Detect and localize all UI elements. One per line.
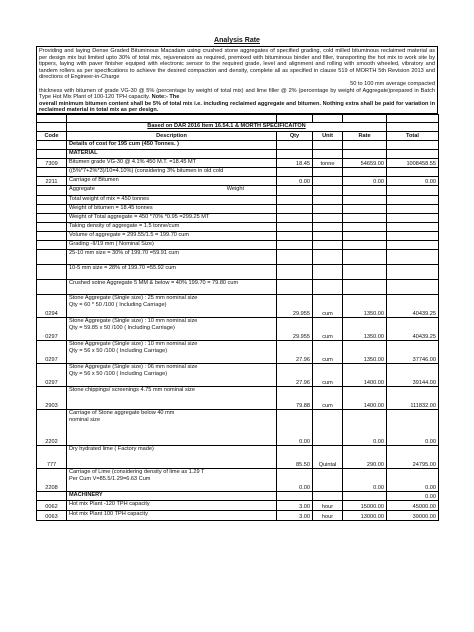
row-description: Crushed sotne Aggregate 5 MM & below = 40% 199.70 = 79.80 cum <box>67 280 277 295</box>
row-description: Stone Aggregate (Single size) : 25 mm nominal size Qty = 60 * 50 /100 ( Including Carriage) <box>67 295 277 318</box>
row-qty: 29.955 <box>277 295 313 318</box>
based-on-row <box>37 123 439 132</box>
row-qty: 3.00 <box>277 511 313 521</box>
row-rate: 1350.00 <box>343 341 387 364</box>
row-code: 0297 <box>37 364 67 387</box>
header-rate: Rate <box>343 132 387 141</box>
row-qty <box>277 168 313 177</box>
row-code: 2211 <box>37 177 67 186</box>
row-total <box>387 150 439 159</box>
row-qty <box>277 223 313 232</box>
table-row <box>37 168 439 177</box>
row-description: Stone chippings/ screenings 4.75 mm nominal size <box>67 387 277 410</box>
row-qty <box>277 492 313 501</box>
row-total: 40439.25 <box>387 295 439 318</box>
row-total <box>387 250 439 265</box>
row-rate <box>343 141 387 150</box>
table-row <box>37 205 439 214</box>
row-total <box>387 232 439 241</box>
row-description: Grading -II/19 mm ( Nominal Size) <box>67 241 277 250</box>
row-qty <box>277 241 313 250</box>
row-code <box>37 205 67 214</box>
row-code <box>37 150 67 159</box>
row-code <box>37 214 67 223</box>
table-row <box>37 511 439 521</box>
row-description: Total weight of mix = 450 tonnes <box>67 196 277 205</box>
row-unit <box>313 232 343 241</box>
row-unit: Quintal <box>313 446 343 469</box>
row-rate: 0.00 <box>343 469 387 492</box>
row-total: 24795.00 <box>387 446 439 469</box>
header-unit: Unit <box>313 132 343 141</box>
row-total <box>387 280 439 295</box>
row-description: Weight of bitumen = 18.45 tonnes <box>67 205 277 214</box>
row-rate <box>343 150 387 159</box>
row-description: MATERIAL <box>67 150 277 159</box>
row-unit: cum <box>313 387 343 410</box>
table-row <box>37 141 439 150</box>
row-total <box>387 141 439 150</box>
row-unit <box>313 492 343 501</box>
intro-text-2: thickness with bitumen of grade VG-30 @ 5% (percentage by weight of total mix) and lime filler @ 2% (percentage by weight of Aggregate)prepared in Batch Type Hot Mix Plant of 100-120 TPH capacity. <box>39 87 435 101</box>
row-rate: 1350.00 <box>343 295 387 318</box>
row-description: Details of cost for 195 cum (450 Tonnes. ) <box>67 141 277 150</box>
row-rate <box>343 214 387 223</box>
table-row <box>37 410 439 446</box>
row-code: 0062 <box>37 501 67 511</box>
row-description: Bitumen grade VG-30 @ 4.1% 450 M.T. =18.45 MT <box>67 159 277 168</box>
row-unit: cum <box>313 318 343 341</box>
table-row <box>37 196 439 205</box>
row-rate <box>343 196 387 205</box>
row-code <box>37 280 67 295</box>
row-rate <box>343 232 387 241</box>
table-row <box>37 469 439 492</box>
row-description: Carriage of Lime (considering density of lime as 1.29 T Per Cum V=85.5/1.29=6.63 Cum <box>67 469 277 492</box>
table-row <box>37 446 439 469</box>
table-row <box>37 280 439 295</box>
header-total: Total <box>387 132 439 141</box>
row-code <box>37 492 67 501</box>
row-rate <box>343 492 387 501</box>
row-code: 2903 <box>37 387 67 410</box>
row-description: Weight of Total aggregate = 450 *70% *0.95 =299.25 MT <box>67 214 277 223</box>
row-code: 0297 <box>37 318 67 341</box>
row-code: 2208 <box>37 469 67 492</box>
table-row <box>37 159 439 168</box>
table-row <box>37 341 439 364</box>
row-unit <box>313 205 343 214</box>
based-on-label: Based on DAR 2016 Item 16.54.1 & MORTH SPECIFICAITON <box>67 123 387 132</box>
row-description: Dry hydrated lime ( Factory made) <box>67 446 277 469</box>
row-code <box>37 168 67 177</box>
row-qty <box>277 250 313 265</box>
row-rate <box>343 250 387 265</box>
row-rate <box>343 168 387 177</box>
row-rate: 15000.00 <box>343 501 387 511</box>
row-total <box>387 241 439 250</box>
spacer-row <box>37 115 439 123</box>
row-rate: 1400.00 <box>343 387 387 410</box>
row-total <box>387 214 439 223</box>
row-description: 25-10 mm size = 30% of 199.70 =59.91 cum <box>67 250 277 265</box>
row-unit: hour <box>313 501 343 511</box>
row-qty: 27.96 <box>277 341 313 364</box>
row-rate <box>343 186 387 196</box>
table-row <box>37 223 439 232</box>
item-description <box>36 46 438 114</box>
row-unit: cum <box>313 341 343 364</box>
table-row <box>37 214 439 223</box>
row-qty: 85.50 <box>277 446 313 469</box>
row-description: Hot mix Plant 100 TPH capacity <box>67 511 277 521</box>
row-rate <box>343 280 387 295</box>
table-row <box>37 241 439 250</box>
row-total: 39000.00 <box>387 511 439 521</box>
table-row <box>37 364 439 387</box>
row-code <box>37 241 67 250</box>
row-unit <box>313 241 343 250</box>
row-rate: 1350.00 <box>343 318 387 341</box>
row-description: MACHINERY <box>67 492 277 501</box>
row-unit <box>313 168 343 177</box>
row-total: 0.00 <box>387 492 439 501</box>
row-unit <box>313 469 343 492</box>
row-code <box>37 186 67 196</box>
row-total: 37746.00 <box>387 341 439 364</box>
row-code: 0297 <box>37 341 67 364</box>
row-code: 7309 <box>37 159 67 168</box>
row-unit: cum <box>313 364 343 387</box>
intro-text: Providing and laying Dense Graded Bituminous Macadam using crushed stone aggregates of specified grading, cold milled bituminous reclaimed material as per design mix but limited upto 30% of total mix, rejuvenators as required, premixed with bituminous binder and filler, transporting the hot mix to work site by tippers, laying with paver finisher equiped with electronic sensor to the required grade, level and alignment and rolling with smooth wheeled, vibratory and tandem rollers as per specifications to achieve the desired compaction and density, complete all as specified in clause 519 of MORTH 5th Revision 2013 and directions of Engineer-in-Charge <box>39 48 435 81</box>
row-qty <box>277 280 313 295</box>
row-description: Carriage of Stone aggregate below 40 mm nominal size <box>67 410 277 446</box>
row-code <box>37 250 67 265</box>
row-total <box>387 205 439 214</box>
row-description: Carriage of Bitumen <box>67 177 277 186</box>
table-row <box>37 492 439 501</box>
table-row <box>37 150 439 159</box>
row-qty: 0.00 <box>277 469 313 492</box>
header-description: Description <box>67 132 277 141</box>
row-description: Taking density of aggregate = 1.5 tonne/cum <box>67 223 277 232</box>
table-row <box>37 387 439 410</box>
row-rate: 0.00 <box>343 177 387 186</box>
row-description: Hot mix Plant -120 TPH capacity <box>67 501 277 511</box>
row-qty <box>277 214 313 223</box>
row-code <box>37 232 67 241</box>
row-total: 1008458.55 <box>387 159 439 168</box>
row-qty <box>277 205 313 214</box>
row-unit <box>313 186 343 196</box>
row-total: 0.00 <box>387 410 439 446</box>
row-qty <box>277 150 313 159</box>
header-code: Code <box>37 132 67 141</box>
row-rate: 0.00 <box>343 410 387 446</box>
row-code: 0294 <box>37 295 67 318</box>
row-code: 0063 <box>37 511 67 521</box>
row-description: Volume of aggregate = 299.55/1.5 = 199.70 cum <box>67 232 277 241</box>
row-description-left: Aggregate <box>69 186 95 192</box>
row-total <box>387 186 439 196</box>
row-unit <box>313 196 343 205</box>
row-unit <box>313 410 343 446</box>
row-total: 40439.25 <box>387 318 439 341</box>
row-qty <box>277 196 313 205</box>
table-row <box>37 265 439 280</box>
row-unit <box>313 150 343 159</box>
row-code <box>37 265 67 280</box>
row-qty: 79.88 <box>277 387 313 410</box>
row-unit <box>313 280 343 295</box>
intro-note: Note:- The <box>151 94 180 101</box>
row-description: Stone Aggregate (Single size) : 06 mm nominal size Qty = 56 x 50 /100 ( Including Carriage) <box>67 364 277 387</box>
row-description: ((5%*7+2%*3)/10=4.10%) (considering 3% bitumen in old cold <box>67 168 277 177</box>
row-code <box>37 196 67 205</box>
row-description: Stone Aggregate (Single size) : 10 mm nominal size Qty = 56 x 50 /100 ( Including Carriage) <box>67 341 277 364</box>
row-total <box>387 196 439 205</box>
row-unit <box>313 265 343 280</box>
row-qty: 27.96 <box>277 364 313 387</box>
row-qty <box>277 186 313 196</box>
row-unit <box>313 250 343 265</box>
row-rate: 1400.00 <box>343 364 387 387</box>
row-unit: hour <box>313 511 343 521</box>
table-row <box>37 186 439 196</box>
row-rate: 13000.00 <box>343 511 387 521</box>
header-qty: Qty <box>277 132 313 141</box>
row-rate <box>343 265 387 280</box>
page-title: Analysis Rate <box>214 37 260 44</box>
row-rate <box>343 241 387 250</box>
row-unit <box>313 141 343 150</box>
table-row <box>37 318 439 341</box>
row-code: 2202 <box>37 410 67 446</box>
row-total <box>387 265 439 280</box>
rate-table <box>36 114 439 521</box>
row-description <box>67 186 277 196</box>
row-qty: 18.45 <box>277 159 313 168</box>
table-row <box>37 295 439 318</box>
row-total: 111832.00 <box>387 387 439 410</box>
table-row <box>37 232 439 241</box>
row-qty <box>277 265 313 280</box>
row-code: 777 <box>37 446 67 469</box>
row-unit: cum <box>313 295 343 318</box>
row-qty <box>277 141 313 150</box>
row-unit <box>313 214 343 223</box>
row-qty: 0.00 <box>277 410 313 446</box>
row-code <box>37 223 67 232</box>
analysis-rate-sheet <box>36 36 438 521</box>
header-row <box>37 132 439 141</box>
row-rate <box>343 223 387 232</box>
row-qty: 3.00 <box>277 501 313 511</box>
table-row <box>37 250 439 265</box>
row-total: 0.00 <box>387 469 439 492</box>
table-row <box>37 501 439 511</box>
row-description: 10-5 mm size = 28% of 199.70 =55.92 cum <box>67 265 277 280</box>
row-description: Stone Aggregate (Single size) : 10 mm nominal size Qty = 59.85 x 50 /100 ( Including Carriage) <box>67 318 277 341</box>
row-total <box>387 223 439 232</box>
intro-bold-note: overall minimum bitumen content shall be 5% of total mix i.e. including reclaimed aggregate and bitumen. Nothing extra shall be paid for variation in reclaimed material in total mix as per design. <box>39 100 435 114</box>
table-row <box>37 177 439 186</box>
row-rate: 54659.00 <box>343 159 387 168</box>
row-qty: 0.00 <box>277 177 313 186</box>
row-unit <box>313 177 343 186</box>
row-rate <box>343 205 387 214</box>
intro-thickness: 50 to 100 mm average compacted <box>350 80 435 87</box>
row-qty <box>277 232 313 241</box>
row-total <box>387 168 439 177</box>
row-unit: tonne <box>313 159 343 168</box>
row-description-right: Weight <box>226 186 244 192</box>
row-unit <box>313 223 343 232</box>
row-qty: 29.955 <box>277 318 313 341</box>
row-rate: 290.00 <box>343 446 387 469</box>
row-total: 45000.00 <box>387 501 439 511</box>
row-code <box>37 141 67 150</box>
row-total: 0.00 <box>387 177 439 186</box>
row-total: 39144.00 <box>387 364 439 387</box>
